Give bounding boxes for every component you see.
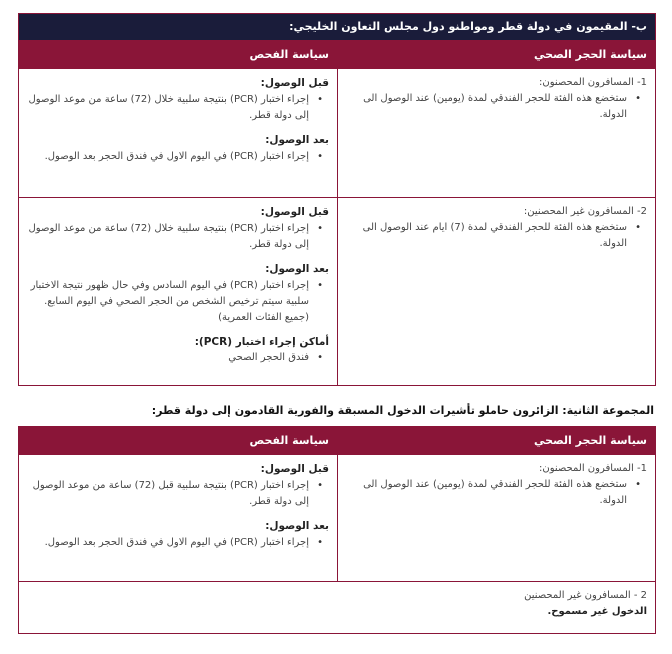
after-arrival-item: • إجراء اختبار (PCR) في اليوم الاول في فندق الحجر بعد الوصول.	[27, 149, 309, 165]
residents-table-title: ب- المقيمون في دولة قطر ومواطنو دول مجلس التعاون الخليجي:	[19, 14, 656, 41]
testing-cell-vaccinated	[19, 69, 338, 198]
quarantine-item: • ستخضع هذه الفئة للحجر الفندقي لمدة (يومين) عند الوصول الى الدولة.	[346, 477, 627, 509]
before-arrival-heading: قبل الوصول:	[260, 77, 329, 89]
after-arrival-item: • إجراء اختبار (PCR) في اليوم السادس وفي حال ظهور نتيجة الاختبار سلبية سيتم ترخيص الشخص من الحجر الصحي في اليوم السابع. (جميع الفئات العمرية)	[27, 278, 309, 326]
category-label: 2 - المسافرون غير المحصنين	[524, 590, 647, 601]
testing-policy-header: سياسة الفحص	[19, 41, 338, 69]
before-arrival-item: • إجراء اختبار (PCR) بنتيجة سلبية خلال (72) ساعة من موعد الوصول إلى دولة قطر.	[27, 221, 309, 253]
testing-locations-item: • فندق الحجر الصحي	[27, 350, 309, 366]
quarantine-item: • ستخضع هذه الفئة للحجر الفندقي لمدة (يومين) عند الوصول الى الدولة.	[346, 91, 627, 123]
quarantine-item: • ستخضع هذه الفئة للحجر الفندقي لمدة (7) ايام عند الوصول الى الدولة.	[346, 220, 627, 252]
category-label: 2- المسافرون غير المحصنين:	[523, 206, 647, 217]
visitors-table	[18, 426, 656, 634]
quarantine-cell-vaccinated	[338, 455, 656, 582]
category-label: 1- المسافرون المحصنون:	[538, 77, 647, 88]
after-arrival-item: • إجراء اختبار (PCR) في اليوم الاول في فندق الحجر بعد الوصول.	[27, 535, 309, 551]
category-label: 1- المسافرون المحصنون:	[538, 463, 647, 474]
quarantine-policy-header: سياسة الحجر الصحي	[338, 427, 656, 455]
quarantine-cell-unvaccinated	[338, 198, 656, 386]
quarantine-policy-header: سياسة الحجر الصحي	[338, 41, 656, 69]
testing-policy-header: سياسة الفحص	[19, 427, 338, 455]
before-arrival-item: • إجراء اختبار (PCR) بنتيجة سلبية خلال (72) ساعة من موعد الوصول إلى دولة قطر.	[27, 92, 309, 124]
testing-locations-heading: أماكن إجراء اختبار (PCR):	[194, 335, 329, 348]
before-arrival-heading: قبل الوصول:	[260, 206, 329, 218]
entry-not-allowed: الدخول غير مسموح.	[547, 606, 647, 617]
before-arrival-heading: قبل الوصول:	[260, 463, 329, 475]
before-arrival-item: • إجراء اختبار (PCR) بنتيجة سلبية قبل (72) ساعة من موعد الوصول إلى دولة قطر.	[27, 478, 309, 510]
testing-cell-vaccinated	[19, 455, 338, 582]
group-two-title: المجموعة الثانية: الزائرون حاملو تأشيرات الدخول المسبقة والفورية القادمون إلى دولة قطر:	[151, 404, 654, 417]
testing-cell-unvaccinated	[19, 198, 338, 386]
unvaccinated-cell	[19, 582, 656, 634]
after-arrival-heading: بعد الوصول:	[265, 262, 329, 275]
after-arrival-heading: بعد الوصول:	[265, 133, 329, 146]
after-arrival-heading: بعد الوصول:	[265, 519, 329, 532]
residents-table	[18, 13, 656, 386]
quarantine-cell-vaccinated	[338, 69, 656, 198]
